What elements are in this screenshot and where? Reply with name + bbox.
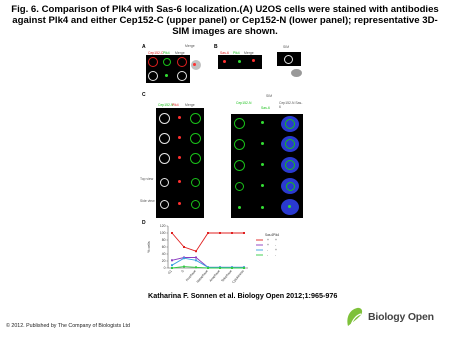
micrograph-dot: [238, 60, 241, 63]
panel-b-3d-render: [291, 69, 302, 77]
x-tick-label: Cytokinesis: [231, 269, 245, 285]
logo-mark-icon: [345, 306, 365, 328]
panel-c-sim-label: Cep152-N Sas-6: [279, 101, 303, 109]
micrograph-dot: [165, 74, 168, 77]
micrograph-ring: [190, 133, 201, 144]
micrograph-dot: [223, 60, 226, 63]
panel-c-sim-label: Cep152-N: [236, 101, 252, 105]
micrograph-dot: [261, 163, 264, 166]
micrograph-ring: [191, 178, 200, 187]
micrograph-ring: [285, 139, 295, 149]
panel-b-col-label: Merge: [244, 51, 254, 55]
micrograph-ring: [234, 160, 245, 171]
series-point: [171, 232, 173, 234]
series-point: [195, 250, 197, 252]
legend-cell: -: [275, 253, 277, 257]
series-point: [195, 257, 197, 259]
micrograph-dot: [178, 136, 181, 139]
series-point: [171, 264, 173, 266]
micrograph-dot: [252, 59, 255, 62]
panel-a-col-label: Merge: [175, 51, 185, 55]
series-line: [172, 233, 244, 251]
micrograph-dot: [261, 206, 264, 209]
micrograph-ring: [190, 153, 201, 164]
panel-c-col-label: Merge: [185, 103, 195, 107]
legend-header: Sas-6: [265, 233, 274, 237]
series-point: [231, 232, 233, 234]
y-tick-label: 100: [159, 231, 166, 236]
micrograph-ring: [285, 119, 295, 129]
panel-label-b: B: [214, 44, 218, 50]
figure: [140, 44, 305, 289]
series-point: [207, 232, 209, 234]
micrograph-ring: [191, 200, 200, 209]
slide-title: Fig. 6. Comparison of Plk4 with Sas-6 localization.(A) U2OS cells were stained with antibodies against Plk4 and either Cep152-C (upper panel) or Cep152-N (lower panel); representative 3D-SIM images are shown.: [11, 4, 439, 37]
micrograph-dot: [238, 206, 241, 209]
series-point: [183, 266, 185, 268]
micrograph-ring: [286, 182, 295, 191]
series-line: [172, 258, 244, 267]
panel-a-3d-render: [191, 60, 201, 70]
micrograph-ring: [285, 160, 295, 170]
series-point: [207, 267, 209, 269]
panel-c-sim-header: SIM: [266, 94, 273, 98]
series-point: [195, 259, 197, 261]
y-tick-label: 0: [163, 266, 166, 271]
series-point: [195, 266, 197, 268]
micrograph-ring: [234, 139, 245, 150]
panel-b-col-label: Sas-6: [220, 51, 229, 55]
micrograph-dot: [178, 180, 181, 183]
y-tick-label: 120: [159, 224, 166, 229]
panel-c-col-label: Cep152-N: [158, 103, 174, 107]
y-tick-label: 40: [161, 252, 166, 257]
panel-b-sim-image: [277, 52, 301, 66]
x-tick-label: Prophase: [184, 269, 197, 283]
series-point: [171, 259, 173, 261]
series-point: [243, 232, 245, 234]
legend-cell: +: [267, 243, 269, 247]
copyright-notice: © 2012. Published by The Company of Biologists Ltd: [6, 323, 130, 329]
x-tick-label: S: [180, 269, 185, 274]
panel-c-row-label: Side view: [140, 199, 155, 203]
legend-cell: +: [275, 238, 277, 242]
panel-b-sim-header: SIM: [283, 45, 290, 49]
legend-cell: -: [267, 253, 269, 257]
panel-label-d: D: [142, 220, 146, 226]
micrograph-ring: [190, 113, 201, 124]
y-tick-label: 20: [161, 259, 166, 264]
citation: Katharina F. Sonnen et al. Biology Open 2012;1:965-976: [148, 291, 338, 300]
logo-text: Biology Open: [368, 311, 434, 323]
micrograph-ring: [159, 133, 170, 144]
x-tick-label: Telophase: [220, 269, 233, 283]
panel-a-merge-header: Merge: [185, 44, 195, 48]
micrograph-ring: [148, 71, 158, 81]
micrograph-ring: [159, 113, 170, 124]
series-point: [219, 267, 221, 269]
micrograph-ring: [284, 55, 293, 64]
panel-label-c: C: [142, 92, 146, 98]
series-point: [183, 257, 185, 259]
legend-cell: -: [267, 248, 269, 252]
x-tick-label: Metaphase: [195, 269, 209, 284]
y-tick-label: 60: [161, 245, 166, 250]
series-point: [219, 232, 221, 234]
micrograph-ring: [160, 178, 169, 187]
micrograph-dot: [178, 202, 181, 205]
series-point: [183, 246, 185, 248]
panel-label-a: A: [142, 44, 146, 50]
y-tick-label: 80: [161, 238, 166, 243]
panel-c-sim-label: Sas-6: [261, 106, 270, 110]
micrograph-dot: [261, 184, 264, 187]
micrograph-ring: [234, 118, 245, 129]
legend-cell: +: [275, 248, 277, 252]
micrograph-ring: [177, 71, 187, 81]
micrograph-ring: [235, 182, 244, 191]
series-point: [171, 267, 173, 269]
panel-a-col-label: Plk4: [163, 51, 170, 55]
micrograph-ring: [177, 57, 187, 67]
series-point: [231, 267, 233, 269]
panel-b-micrographs: [218, 55, 262, 69]
micrograph-ring: [148, 57, 158, 67]
series-point: [243, 267, 245, 269]
panel-c-sim: [231, 114, 303, 218]
panel-c-row-label: Top view: [140, 177, 154, 181]
micrograph-ring: [159, 153, 170, 164]
panel-c-widefield: [156, 108, 204, 218]
legend-cell: +: [267, 238, 269, 242]
legend-header: Plk4: [273, 233, 280, 237]
micrograph-dot: [261, 142, 264, 145]
panel-a-col-label: Cep152-C: [148, 51, 164, 55]
panel-c-col-label: Plk4: [172, 103, 179, 107]
micrograph-dot: [178, 156, 181, 159]
y-axis-label: % cells: [147, 241, 151, 253]
x-tick-label: G1: [166, 269, 173, 275]
legend-cell: -: [275, 243, 277, 247]
micrograph-dot: [193, 63, 196, 66]
micrograph-dot: [288, 205, 291, 208]
micrograph-ring: [160, 200, 169, 209]
panel-d-chart: [144, 222, 304, 288]
panel-b-col-label: Plk4: [233, 51, 240, 55]
panel-a-micrographs: [146, 55, 190, 83]
x-tick-label: Anaphase: [208, 269, 221, 283]
micrograph-dot: [178, 116, 181, 119]
micrograph-dot: [261, 121, 264, 124]
micrograph-ring: [163, 58, 171, 66]
biology-open-logo: [345, 306, 434, 328]
